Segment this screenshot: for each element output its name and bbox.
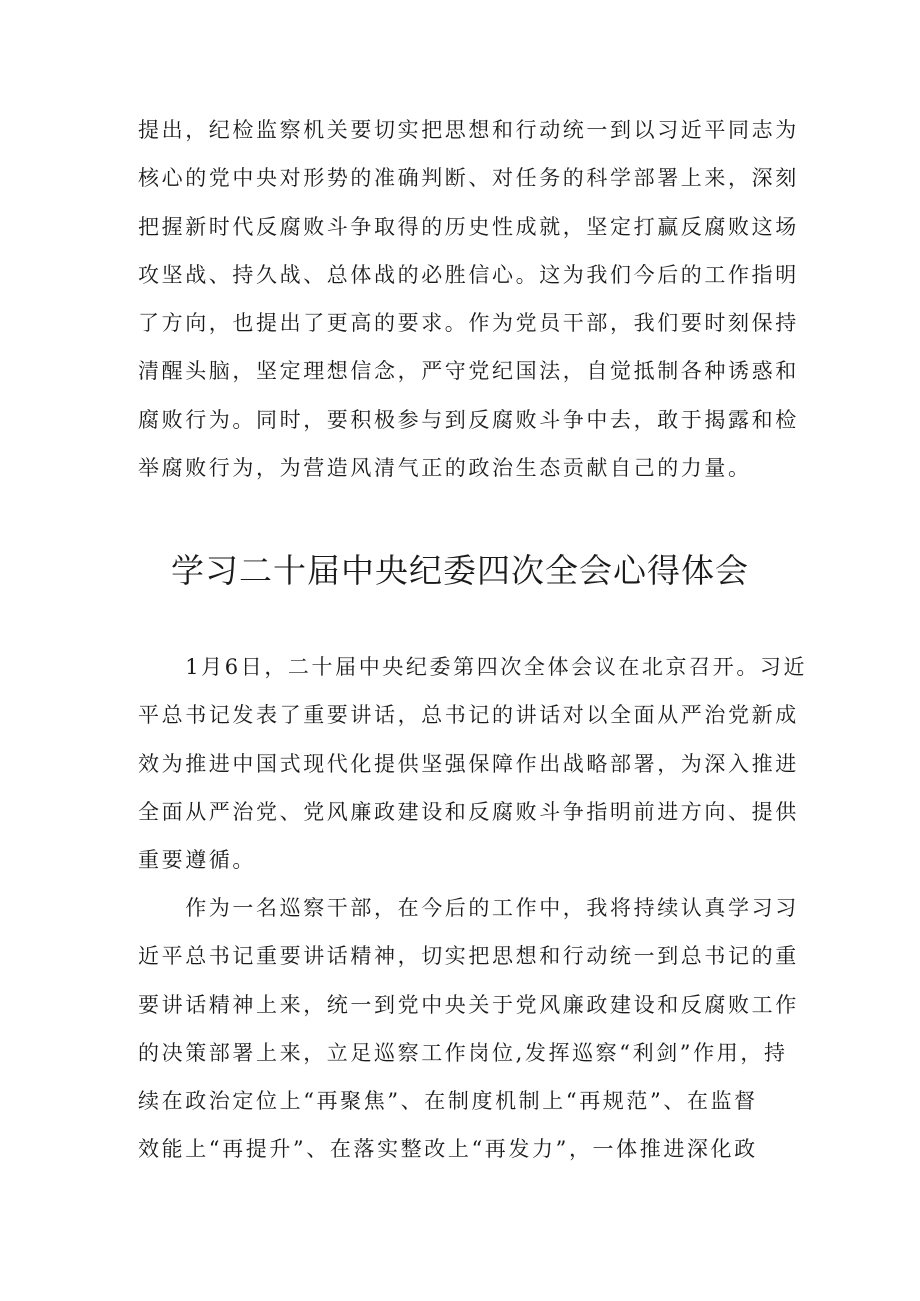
text-line: 近平总书记重要讲话精神，切实把思想和行动统一到总书记的重 — [138, 944, 799, 969]
paragraph-1 — [138, 643, 808, 884]
text-line: 全面从严治党、党风廉政建设和反腐败斗争指明前进方向、提供 — [138, 799, 799, 824]
text-line: 核心的党中央对形势的准确判断、对任务的科学部署上来，深刻 — [138, 166, 799, 191]
text-line: 腐败行为。同时，要积极参与到反腐败斗争中去，敢于揭露和检 — [138, 407, 799, 432]
text-line: 重要遵循。 — [138, 848, 256, 873]
text-line: 提出，纪检监察机关要切实把思想和行动统一到以习近平同志为 — [138, 118, 799, 142]
text-line: 的决策部署上来，立足巡察工作岗位,发挥巡察“利剑”作用，持 — [138, 1040, 788, 1065]
text-line: 清醒头脑，坚定理想信念，严守党纪国法，自觉抵制各种诱惑和 — [138, 359, 799, 384]
text-line: 1月6日，二十届中央纪委第四次全体会议在北京召开。习近 — [138, 655, 808, 679]
text-line: 效能上“再提升”、在落实整改上“再发力”，一体推进深化政 — [138, 1137, 758, 1162]
paragraph-2 — [138, 884, 799, 1174]
text-line: 攻坚战、持久战、总体战的必胜信心。这为我们今后的工作指明 — [138, 262, 799, 287]
text-line: 把握新时代反腐败斗争取得的历史性成就，坚定打赢反腐败这场 — [138, 214, 799, 239]
text-line: 续在政治定位上“再聚焦”、在制度机制上“再规范”、在监督 — [138, 1089, 758, 1114]
text-line: 平总书记发表了重要讲话，总书记的讲话对以全面从严治党新成 — [138, 703, 799, 728]
text-line: 效为推进中国式现代化提供坚强保障作出战略部署，为深入推进 — [138, 751, 799, 776]
section-title: 学习二十届中央纪委四次全会心得体会 — [171, 551, 749, 590]
text-line: 举腐败行为，为营造风清气正的政治生态贡献自己的力量。 — [138, 456, 752, 481]
text-line: 作为一名巡察干部，在今后的工作中，我将持续认真学习习 — [138, 896, 799, 920]
text-line: 了方向，也提出了更高的要求。作为党员干部，我们要时刻保持 — [138, 311, 799, 336]
text-line: 要讲话精神上来，统一到党中央关于党风廉政建设和反腐败工作 — [138, 992, 799, 1017]
top-paragraph — [138, 106, 799, 492]
